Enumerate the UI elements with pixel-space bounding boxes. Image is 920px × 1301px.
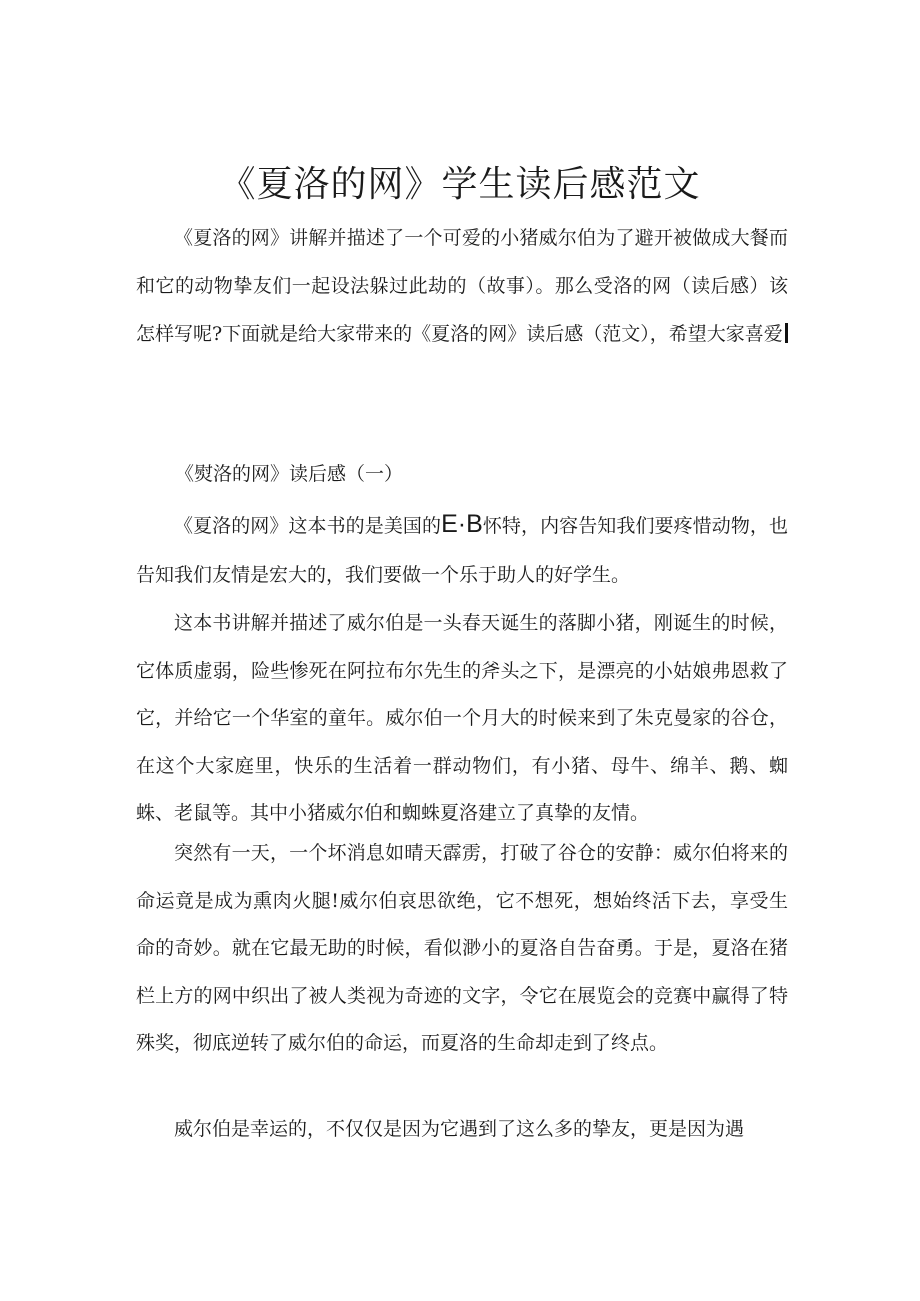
paragraph-1 (136, 500, 788, 600)
paragraph-1-end: 怀特，内容告知我们要疼惜动物，也告知我们友情是宏大的，我们要做一个乐于助人的好学生。 (136, 515, 788, 586)
author-initials: E·B (441, 510, 483, 538)
paragraph-2: 这本书讲解并描述了威尔伯是一头春天诞生的落脚小猪，刚诞生的时候，它体质虚弱，险些惨死在阿拉布尔先生的斧头之下，是漂亮的小姑娘弗恩救了它，并给它一个华室的童年。威尔伯一个月大的时候来到了朱克曼家的谷仓，在这个大家庭里，快乐的生活着一群动物们，有小猪、母牛、绵羊、鹅、蜘蛛、老鼠等。其中小猪威尔伯和蜘蛛夏洛建立了真挚的友情。 (136, 612, 788, 824)
section-heading: 《熨洛的网》读后感（一） (175, 463, 404, 485)
paragraph-1-start: 《夏洛的网》这本书的是美国的 (174, 515, 442, 537)
paragraph-3: 突然有一天，一个坏消息如晴天霹雳，打破了谷仓的安静：威尔伯将来的命运竟是成为熏肉火腿!威尔伯哀思欲绝，它不想死，想始终活下去，享受生命的奇妙。就在它最无助的时候，看似渺小的夏洛自告奋勇。于是，夏洛在猪栏上方的网中织出了被人类视为奇迹的文字，令它在展览会的竞赛中赢得了特殊奖，彻底逆转了威尔伯的命运，而夏洛的生命却走到了终点。 (136, 842, 788, 1054)
paragraph-4: 威尔伯是幸运的，不仅仅是因为它遇到了这么多的挚友，更是因为遇 (174, 1118, 745, 1140)
text-cursor (785, 323, 788, 343)
document-title: 《夏洛的网》学生读后感范文 (219, 164, 701, 206)
intro-text: 《夏洛的网》讲解并描述了一个可爱的小猪威尔伯为了避开被做成大餐而和它的动物挚友们一起设法躲过此劫的（故事）。那么受洛的网（读后感）该怎样写呢?下面就是给大家带来的《夏洛的网》读后感（范文），希望大家喜爱 (136, 227, 788, 345)
intro-paragraph (136, 214, 788, 358)
